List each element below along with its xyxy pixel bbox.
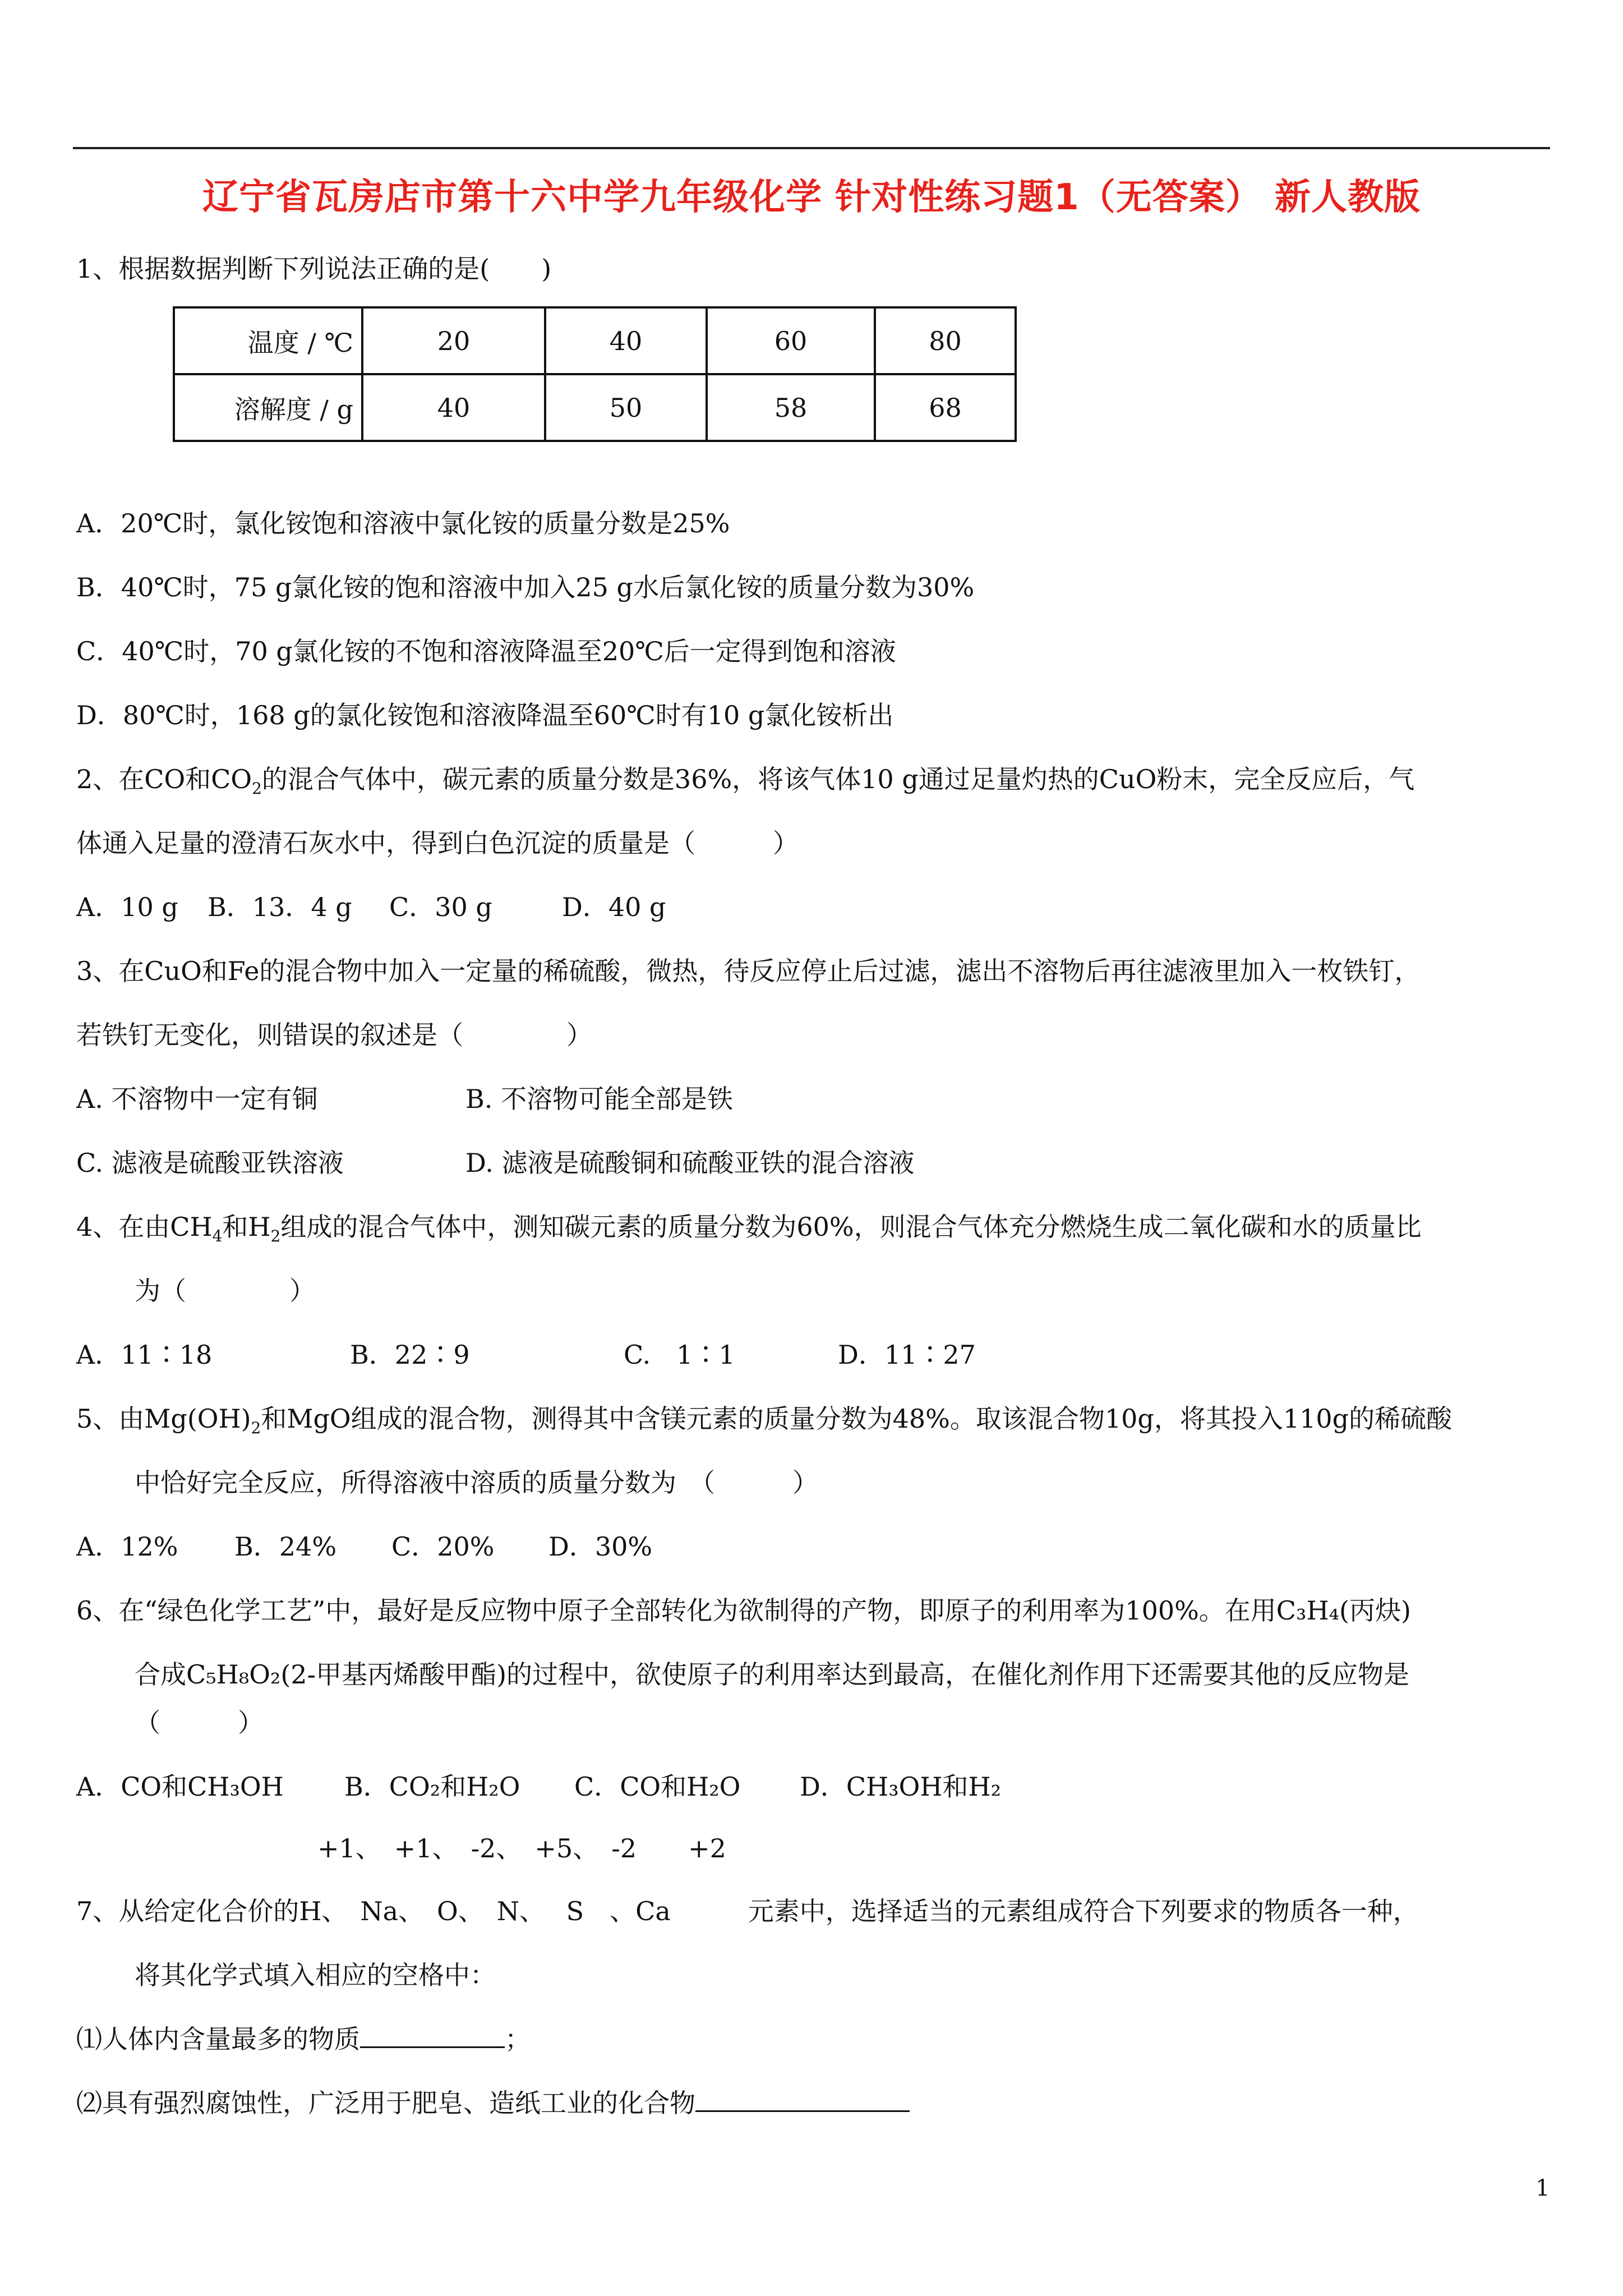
table-cell: 68	[875, 374, 1016, 441]
page-title: 辽宁省瓦房店市第十六中学九年级化学 针对性练习题1（无答案） 新人教版	[202, 177, 1421, 218]
subscript: 4	[212, 1227, 223, 1245]
q2-option-a: A．10 g	[76, 892, 178, 922]
q3-option-a: A. 不溶物中一定有铜	[76, 1084, 318, 1114]
table-row	[174, 307, 1016, 374]
answer-blank-2[interactable]	[695, 2086, 910, 2112]
q1-stem: 1、根据数据判断下列说法正确的是( )	[76, 254, 552, 284]
q5-option-c: C．20%	[391, 1531, 495, 1562]
q5-option-b: B．24%	[234, 1531, 337, 1562]
q3-option-b: B. 不溶物可能全部是铁	[465, 1084, 734, 1114]
q7-item-2	[76, 2086, 910, 2120]
table-cell: 60	[707, 307, 875, 374]
q3-option-d: D. 滤液是硫酸铜和硫酸亚铁的混合溶液	[465, 1148, 915, 1178]
q2-stem	[76, 762, 1414, 806]
q6-stem: 6、在“绿色化学工艺”中，最好是反应物中原子全部转化为欲制得的产物，即原子的利用率为100%。在用C₃H₄(丙炔)	[76, 1595, 1411, 1626]
q1-option-a: A．20℃时，氯化铵饱和溶液中氯化铵的质量分数是25%	[76, 508, 730, 539]
q2-option-b: B．13．4 g	[208, 892, 352, 922]
q7-item-1-text: ⑴人体内含量最多的物质	[76, 2024, 360, 2054]
subscript: 2	[252, 779, 262, 798]
q5-option-a: A．12%	[76, 1531, 178, 1562]
q3-option-c: C. 滤液是硫酸亚铁溶液	[76, 1148, 344, 1178]
q4-option-a: A．11∶18	[76, 1340, 213, 1370]
table-cell: 40	[545, 307, 707, 374]
q4-option-d: D．11∶27	[838, 1340, 976, 1370]
subscript: 2	[270, 1227, 281, 1245]
q5-option-d: D．30%	[548, 1531, 653, 1562]
top-rule	[73, 147, 1550, 149]
q7-stem-line2: 将其化学式填入相应的空格中：	[135, 1960, 496, 1990]
q6-option-d: D．CH₃OH和H₂	[800, 1772, 1002, 1802]
q4-stem	[76, 1209, 1422, 1254]
q2-option-d: D．40 g	[562, 892, 666, 922]
q3-stem: 3、在CuO和Fe的混合物中加入一定量的稀硫酸，微热，待反应停止后过滤，滤出不溶物后再往滤液里加入一枚铁钉，	[76, 956, 1421, 986]
q4-stem-part: 和H	[222, 1212, 271, 1242]
q6-option-b: B．CO₂和H₂O	[344, 1772, 520, 1802]
q5-stem-line2: 中恰好完全反应，所得溶液中溶质的质量分数为 （ ）	[135, 1467, 818, 1498]
q1-option-d: D．80℃时，168 g的氯化铵饱和溶液降温至60℃时有10 g氯化铵析出	[76, 700, 894, 730]
q4-stem-part: 4、在由CH	[76, 1212, 213, 1242]
q7-stem: 7、从给定化合价的H、 Na、 O、 N、 S 、Ca 元素中，选择适当的元素组成符合下列要求的物质各一种，	[76, 1896, 1419, 1926]
q5-stem-part: 和MgO组成的混合物，测得其中含镁元素的质量分数为48%。取该混合物10g，将其投入110g的稀硫酸	[261, 1404, 1453, 1434]
q4-stem-part: 组成的混合气体中，测知碳元素的质量分数为60%，则混合气体充分燃烧生成二氧化碳和水的质量比	[280, 1212, 1422, 1242]
q4-option-c: C. 1∶1	[624, 1340, 735, 1370]
q6-option-a: A．CO和CH₃OH	[76, 1772, 284, 1802]
subscript: 2	[251, 1419, 261, 1437]
table-cell: 50	[545, 374, 707, 441]
q6-option-c: C．CO和H₂O	[574, 1772, 741, 1802]
table-cell: 20	[362, 307, 545, 374]
q4-stem-line2: 为（ ）	[135, 1276, 315, 1306]
q6-stem-line3: （ ）	[135, 1708, 264, 1738]
q7-item-2-text: ⑵具有强烈腐蚀性，广泛用于肥皂、造纸工业的化合物	[76, 2088, 695, 2118]
q2-stem-line2: 体通入足量的澄清石灰水中，得到白色沉淀的质量是（ ）	[76, 828, 799, 858]
q7-item-1-end: ；	[505, 2024, 531, 2054]
q7-valences: +1、 +1、 -2、 +5、 -2 +2	[317, 1833, 726, 1864]
q1-option-b: B．40℃时，75 g氯化铵的饱和溶液中加入25 g水后氯化铵的质量分数为30%	[76, 572, 975, 602]
table-cell: 58	[707, 374, 875, 441]
q5-stem	[76, 1401, 1452, 1446]
q6-stem-line2: 合成C₅H₈O₂(2-甲基丙烯酸甲酯)的过程中，欲使原子的利用率达到最高，在催化剂作用下还需要其他的反应物是	[135, 1659, 1410, 1690]
q2-stem-part: 的混合气体中，碳元素的质量分数是36%，将该气体10 g通过足量灼热的CuO粉末，完全反应后，气	[261, 764, 1415, 794]
table-header-temperature: 温度 / ℃	[174, 307, 362, 374]
q2-stem-part: 2、在CO和CO	[76, 764, 252, 794]
page-number: 1	[1536, 2175, 1550, 2201]
q7-item-1	[76, 2022, 531, 2056]
table-header-solubility: 溶解度 / g	[174, 374, 362, 441]
q1-option-c: C．40℃时，70 g氯化铵的不饱和溶液降温至20℃后一定得到饱和溶液	[76, 636, 896, 666]
q5-stem-part: 5、由Mg(OH)	[76, 1404, 251, 1434]
solubility-table	[173, 306, 1017, 442]
table-row	[174, 374, 1016, 441]
table-cell: 40	[362, 374, 545, 441]
q3-stem-line2: 若铁钉无变化，则错误的叙述是（ ）	[76, 1020, 592, 1050]
q4-option-b: B．22∶9	[350, 1340, 470, 1370]
table-cell: 80	[875, 307, 1016, 374]
q2-option-c: C．30 g	[389, 892, 492, 922]
answer-blank-1[interactable]	[360, 2022, 505, 2048]
